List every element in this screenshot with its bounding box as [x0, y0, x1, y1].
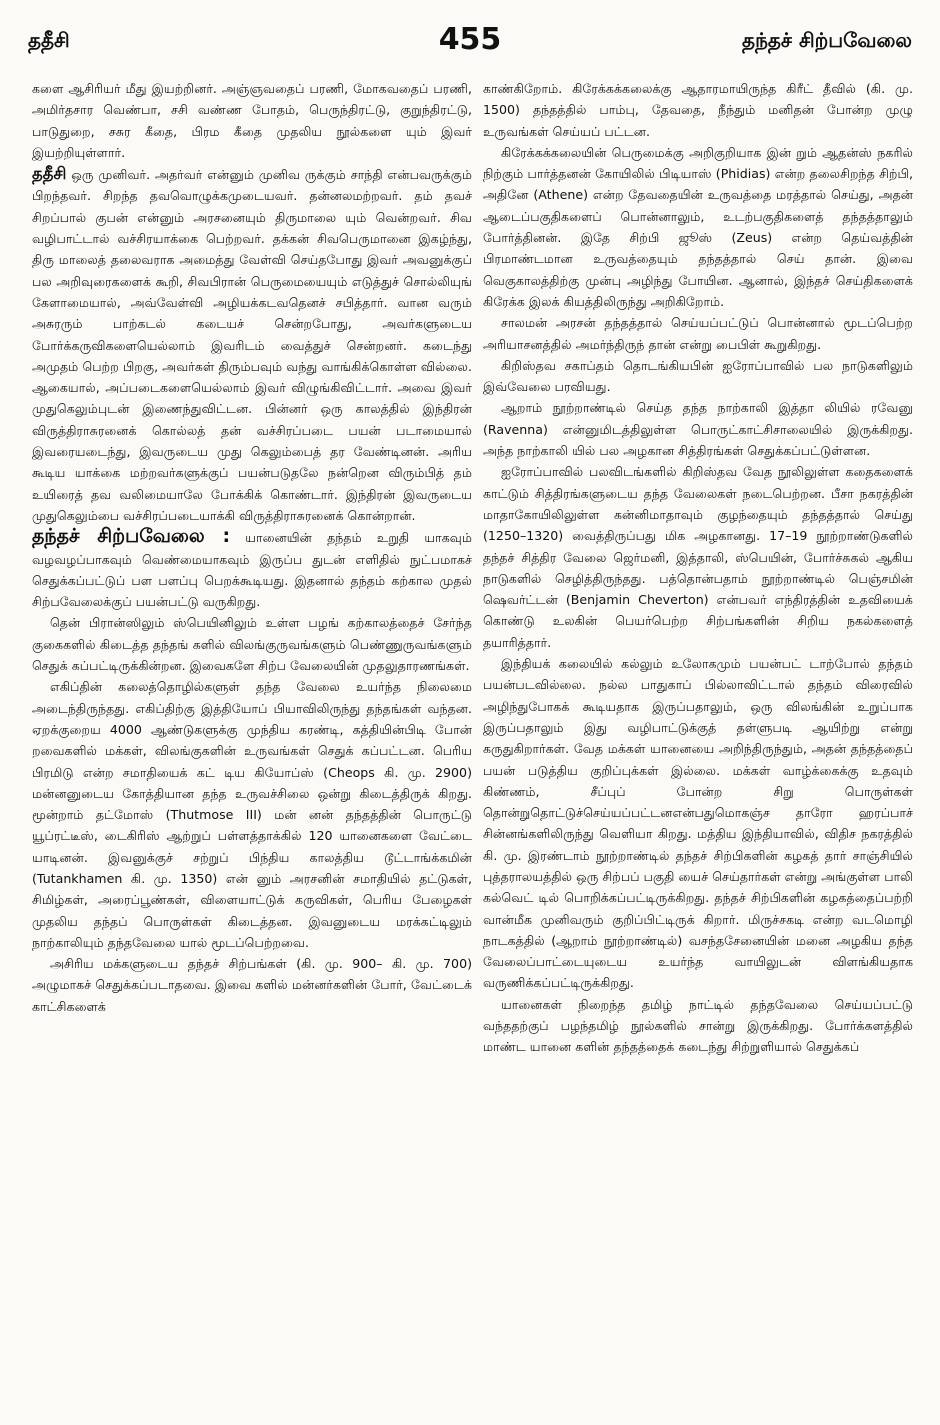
paragraph: தென் பிரான்ஸிலும் ஸ்பெயினிலும் உள்ள பழங் கற்காலத்தைச் சேர்ந்த குகைகளில் கிடைத்த தந்தங் களில் விலங்குருவங்களும் பெண்ணுருவங்களும் செதுக் கப்பட்டிருக்கின்றன. இவைகளே சிற்ப வேலையின் முதலுதாரணங்கள். — [32, 615, 472, 674]
entry-heading: ததீசி — [32, 164, 67, 184]
page-number: 455 — [438, 22, 502, 57]
paragraph: ஐரோப்பாவில் பலவிடங்களில் கிறிஸ்தவ வேத நூலிலுள்ள கதைகளைக் காட்டும் சித்திரங்களுடைய தந்த வேலைகள் நடைபெற்றன. பீசா நகரத்தின் மாதாகோயிலிலுள்ள கன்னிமாதாவும் குழந்தையும் தந்தத்தால் செய்து (1250–1320) வைத்திருப்பது மிக அழகானது. 17–19 நூற்றாண்டுகளில் தந்தச் சித்திர வேலை ஜெர்மனி, இத்தாலி, ஸ்பெயின், போர்ச்சுகல் ஆகிய நாடுகளில் செழித்திருந்தது. பத்தொன்பதாம் நூற்றாண்டில் பெஞ்சமின் ஷெவர்ட்டன் (Benjamin Cheverton) என்பவர் எந்திரத்தின் உதவியைக் கொண்டு உலகின் பெயர்பெற்ற சிற்பங்களின் சிறிய நகல்களைத் தயாரித்தார். — [483, 464, 913, 650]
paragraph: சாலமன் அரசன் தந்தத்தால் செய்யப்பட்டுப் பொன்னால் மூடப்பெற்ற அரியாசனத்தில் அமர்ந்திருந் தான் என்று பைபிள் கூறுகிறது. — [483, 315, 913, 352]
running-head-left: ததீசி — [28, 28, 70, 52]
paragraph: களை ஆசிரியர் மீது இயற்றினர். அஞ்ஞவதைப் பரணி, மோகவதைப் பரணி, அமிர்தசார வெண்பா, சசி வண்ண போதம், பெருந்திரட்டு, குறுந்திரட்டு, பாடுதுறை, சசுர கீதை, பிரம கீதை முதலிய நூல்களை யும் இவர் இயற்றியுள்ளார். — [32, 81, 472, 160]
running-head-right: தந்தச் சிற்பவேலை — [742, 28, 912, 52]
paragraph: அசிரிய மக்களுடைய தந்தச் சிற்பங்கள் (கி. மு. 900– கி. மு. 700) அழுமாகச் செதுக்கப்படாதவை. இவை களில் மன்னர்களின் போர், வேட்டைக் காட்சிகளைக் — [32, 956, 472, 1014]
paragraph: கிரேக்கக்கலையின் பெருமைக்கு அறிகுறியாக இன் றும் ஆதன்ஸ் நகரில் நிற்கும் பார்த்தனன் கோயிலில் பிடியாஸ் (Phidias) என்ற தலைசிறந்த சிற்பி, அதினே (Athene) என்ற தேவதையின் உருவத்தை மரத்தால் செய்து, அதன் ஆடைப்பகுதிகளைப் பொன்னாலும், உடற்பகுதிகளைத் தந்தத்தாலும் போர்த்தினன். இதே சிற்பி ஜூஸ் (Zeus) என்ற தெய்வத்தின் பிரமாண்டமான உருவத்தையும் தந்தத்தால் செய் தான். இவை வெகுகாலத்திற்கு முன்பு அழிந்து போயின. ஆனால், இந்தச் செய்திகளைக் கிரேக்க இலக் கியத்திலிருந்து அறிகிறோம். — [483, 144, 913, 309]
right-column — [483, 78, 913, 1413]
entry-text: யானையின் தந்தம் உறுதி யாகவும் வழவழப்பாகவும் வெண்மையாகவும் இருப்ப துடன் எளிதில் நுட்பமாகச் செதுக்கப்பட்டுப் பள பளப்பு பெறக்கூடியது. இதனால் தந்தம் கற்கால முதல் சிற்பவேலைக்குப் பயன்பட்டு வருகிறது. — [32, 530, 472, 610]
entry-ivory-carving — [32, 526, 472, 612]
paragraph: யானைகள் நிறைந்த தமிழ் நாட்டில் தந்தவேலை செய்யப்பட்டு வந்ததற்குப் பழந்தமிழ் நூல்களில் சான்று இருக்கிறது. போர்க்களத்தில் மாண்ட யானை களின் தந்தத்தைக் கடைந்து சிற்றுளியால் செதுக்கப் — [483, 996, 913, 1055]
entry-tatici — [32, 163, 472, 526]
entry-text: ஒரு முனிவர். அதர்வர் என்னும் முனிவ ருக்கும் சாந்தி என்பவருக்கும் பிறந்தவர். சிறந்த தவவொழுக்கமுடையவர். தன்னலமற்றவர். தம் தவச் சிறப்பால் குபன் என்னும் அரசனையும் திருமாலை யும் வென்றவர். சிவ வழிபாட்டால் வச்சிரயாக்கை பெற்றவர். தக்கன் சிவபெருமானை இகழ்ந்து, திரு மாலைத் தலைவராக அமைத்து வேள்வி செய்தபோது இவர் அவனுக்குப் பல அறிவுரைகளைக் கூறி, சிவபிரான் பெருமையையும் எடுத்துச் சொல்லியுங் கேளாமையால், அவ்வேள்வி அழியக்கடவதெனச் சபித்தார். வான வரும் அசுரரும் பாற்கடல் கடையச் சென்றபோது, அவர்களுடைய போர்க்கருவிகளையெல்லாம் இவரிடம் வைத்துச் சென்றனர். கடைந்து அமுதம் பெற்ற பிறகு, அவர்கள் திரும்பவும் வந்து வாங்கிக்கொள்ள வில்லை. ஆகையால், அப்படைகளையெல்லாம் இவர் விழுங்கிவிட்டார். அவை இவர் முதுகெலும்புடன் இணைந்துவிட்டன. பின்னர் ஒரு காலத்தில் இந்திரன் விருத்திராசுரனைக் கொல்லத் தன் வச்சிரப்படை பயன் படாமையால் இவரையடைந்து, இவருடைய முது கெலும்பைத் தர வேண்டினன். அரிய கூடிய யாக்கை மற்றவர்களுக்குப் பயன்படுதலே நன்றென விரும்பித் தம் உயிரைத் தவ வலிமையாலே போக்கிக் கொண்டார். இந்திரன் இவருடைய முதுகெலும்பை வச்சிரப்படையாக்கி விருத்திராசுரனைக் கொன்றான். — [32, 167, 472, 523]
paragraph: எகிப்தின் கலைத்தொழில்களுள் தந்த வேலை உயர்ந்த நிலைமை அடைந்திருந்தது. எகிப்திற்கு இத்தியோப் பியாவிலிருந்து தந்தங்கள் வந்தன. ஏறக்குறைய 4000 ஆண்டுகளுக்கு முந்திய கரண்டி, கத்தியின்பிடி போன் றவைகளில் மக்கள், விலங்குகளின் உருவங்கள் செதுக் கப்பட்டன. பெரிய பிரமிடு என்ற சமாதியைக் கட் டிய கியோப்ஸ் (Cheops கி. மு. 2900) மன்னனுடைய கோத்தியான தந்த உருவச்சிலை ஒன்று கிடைத்திருக் கிறது. மூன்றாம் தட்மோஸ் (Thutmose III) மன் னன் தந்தத்தின் பொருட்டு யூப்ரட்டீஸ், டைகிரிஸ் ஆற்றுப் பள்ளத்தாக்கில் 120 யானைகளை வேட்டை யாடினன். இவனுக்குச் சற்றுப் பிந்திய காலத்திய டூட்டாங்க்கமின் (Tutankhamen கி. மு. 1350) என் னும் அரசனின் சமாதியில் தட்டுகள், சிமிழ்கள், அரைப்பூண்கள், விளையாட்டுக் கருவிகள், பெரிய பேழைகள் முதலிய தந்தப் பொருள்கள் கிடைத்தன. இவனுடைய மரக்கட்டிலும் நாற்காலியும் தந்தவேலை யால் மூடப்பெற்றவை. — [32, 679, 472, 950]
paragraph: கிறிஸ்தவ சகாப்தம் தொடங்கியபின் ஐரோப்பாவில் பல நாடுகளிலும் இவ்வேலை பரவியது. — [483, 357, 913, 395]
paragraph: இந்தியக் கலையில் கல்லும் உலோகமும் பயன்பட் டாற்போல் தந்தம் பயன்படவில்லை. நல்ல பாதுகாப் பில்லாவிட்டால் தந்தம் விரைவில் அழிந்துபோகக் கூடியதாக இருப்பதாலும், ஒரு விலங்கின் உறுப்பாக இருப்பதாலும் இது வழிபாட்டுக்குத் தள்ளுபடி ஆயிற்று என்று கருதுகிறார்கள். வேத மக்கள் யானையை அறிந்திருந்தும், அதன் தந்தத்தைப் பயன் படுத்திய குறிப்புக்கள் இல்லை. மக்கள் வாழ்க்கைக்கு உதவும் கிண்ணம், சீப்புப் போன்ற சிறு பொருள்கள் தொன்றுதொட்டுச்செய்யப்பட்டனஎன்பதுமொகஞ்ச தாரோ ஹரப்பாச் சின்னங்களிலிருந்து வெளியா கிறது. மத்திய இந்தியாவில், விதிச நகரத்தில் கி. மு. இரண்டாம் நூற்றாண்டில் தந்தச் சிற்பிகளின் கழகத் தார் சாஞ்சியில் புத்தராலயத்தில் ஒரு சிற்பப் பகுதி யைச் செய்தார்கள் என்று அங்குள்ள பாலி கல்வெட் டில் பொறிக்கப்பட்டிருக்கிறது. தந்தச் சிற்பிகளின் கழகத்தைப்பற்றி வான்மீக முனிவரும் குறிப்பிட்டிருக் கிறார். மிருச்சகடி என்ற வடமொழி நாடகத்தில் (ஆறாம் நூற்றாண்டில்) வசந்தசேனையின் மனை அழகிய தந்த வேலைப்பாட்டையுடைய உயர்ந்த வாயிலுடன் விளங்கியதாக வருணிக்கப்பட்டிருக்கிறது. — [483, 656, 913, 991]
paragraph: ஆறாம் நூற்றாண்டில் செய்த தந்த நாற்காலி இத்தா லியில் ரவேனு (Ravenna) என்னுமிடத்திலுள்ள பொருட்காட்சிசாலையில் இருக்கிறது. அந்த நாற்காலி யில் பல அழகான சித்திரங்கள் செதுக்கப்பட்டுள்ளன. — [483, 400, 913, 459]
paragraph: காண்கிறோம். கிரேக்கக்கலைக்கு ஆதாரமாயிருந்த கிரீட் தீவில் (கி. மு. 1500) தந்தத்தில் பாம்பு, தேவதை, நீந்தும் மனிதன் போன்ற முழு உருவங்கள் செய்யப் பட்டன. — [483, 81, 913, 139]
page-header — [28, 22, 912, 62]
left-column — [32, 78, 472, 1413]
entry-heading: தந்தச் சிற்பவேலை : — [32, 525, 231, 548]
